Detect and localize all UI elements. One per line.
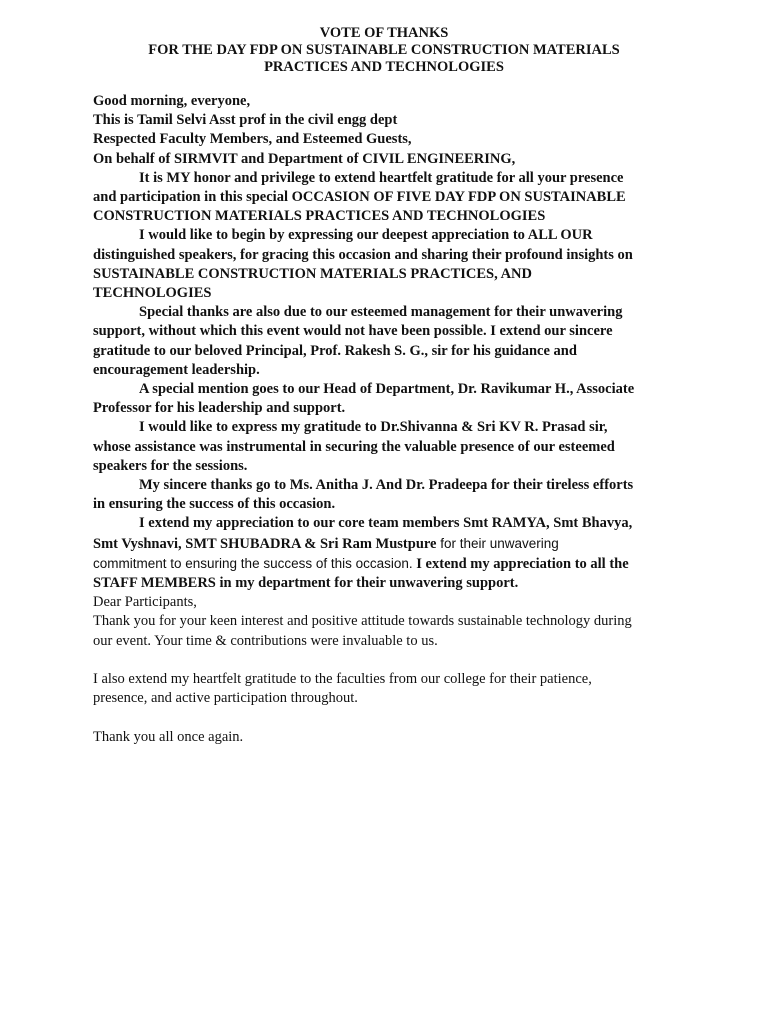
paragraph-line: I would like to begin by expressing our deepest appreciation to ALL OUR	[139, 227, 593, 244]
title-line-3: PRACTICES AND TECHNOLOGIES	[264, 59, 504, 75]
paragraph-line: TECHNOLOGIES	[93, 285, 212, 302]
paragraph-line: and participation in this special OCCASION OF FIVE DAY FDP ON SUSTAINABLE	[93, 189, 626, 206]
paragraph-line: Thank you for your keen interest and positive attitude towards sustainable technology during	[93, 613, 632, 630]
paragraph-line: My sincere thanks go to Ms. Anitha J. And Dr. Pradeepa for their tireless efforts	[139, 477, 634, 494]
paragraph-line: encouragement leadership.	[93, 361, 260, 378]
paragraph-line: I also extend my heartfelt gratitude to the faculties from our college for their patience,	[93, 671, 592, 688]
on-behalf-line: On behalf of SIRMVIT and Department of CIVIL ENGINEERING,	[93, 150, 516, 167]
blank-line	[93, 651, 678, 670]
document-title	[0, 25, 768, 76]
paragraph-line: presence, and active participation throughout.	[93, 690, 358, 707]
blank-line	[93, 708, 678, 727]
document-body	[93, 92, 678, 747]
sans-text: for their unwavering	[436, 535, 559, 551]
paragraph-line: Special thanks are also due to our esteemed management for their unwavering	[139, 304, 623, 321]
title-line-1: VOTE OF THANKS	[319, 25, 449, 41]
paragraph-line: STAFF MEMBERS in my department for their unwavering support.	[93, 575, 519, 592]
paragraph-line	[93, 554, 678, 574]
title-line-2: FOR THE DAY FDP ON SUSTAINABLE CONSTRUCTION MATERIALS	[148, 42, 620, 58]
paragraph-line: A special mention goes to our Head of Department, Dr. Ravikumar H., Associate	[139, 381, 635, 398]
paragraph-line: support, without which this event would not have been possible. I extend our sincere	[93, 323, 613, 340]
paragraph-line: in ensuring the success of this occasion.	[93, 496, 336, 513]
sans-text: commitment to ensuring the success of this occasion.	[93, 555, 413, 571]
paragraph-line: Professor for his leadership and support.	[93, 400, 346, 417]
paragraph-line: I would like to express my gratitude to Dr.Shivanna & Sri KV R. Prasad sir,	[139, 419, 608, 436]
paragraph-line: gratitude to our beloved Principal, Prof. Rakesh S. G., sir for his guidance and	[93, 342, 577, 359]
paragraph-line: It is MY honor and privilege to extend heartfelt gratitude for all your presence	[139, 169, 624, 186]
paragraph-line: whose assistance was instrumental in securing the valuable presence of our esteemed	[93, 438, 615, 455]
paragraph-line: I extend my appreciation to our core team members Smt RAMYA, Smt Bhavya,	[139, 515, 633, 532]
introduction-line: This is Tamil Selvi Asst prof in the civil engg dept	[93, 112, 398, 129]
paragraph-line	[93, 534, 678, 554]
closing-line: Thank you all once again.	[93, 728, 244, 745]
participants-salutation: Dear Participants,	[93, 594, 197, 611]
paragraph-line: CONSTRUCTION MATERIALS PRACTICES AND TECHNOLOGIES	[93, 208, 546, 225]
greeting-line: Good morning, everyone,	[93, 93, 251, 109]
paragraph-line: speakers for the sessions.	[93, 457, 248, 474]
bold-text: I extend my appreciation to all the	[412, 555, 629, 572]
paragraph-line: SUSTAINABLE CONSTRUCTION MATERIALS PRACTICES, AND	[93, 265, 532, 282]
paragraph-line: distinguished speakers, for gracing this occasion and sharing their profound insights on	[93, 246, 633, 263]
team-names-text: Smt Vyshnavi, SMT SHUBADRA & Sri Ram Mustpure	[93, 535, 437, 552]
paragraph-line: our event. Your time & contributions were invaluable to us.	[93, 632, 438, 649]
salutation-line: Respected Faculty Members, and Esteemed Guests,	[93, 131, 412, 148]
